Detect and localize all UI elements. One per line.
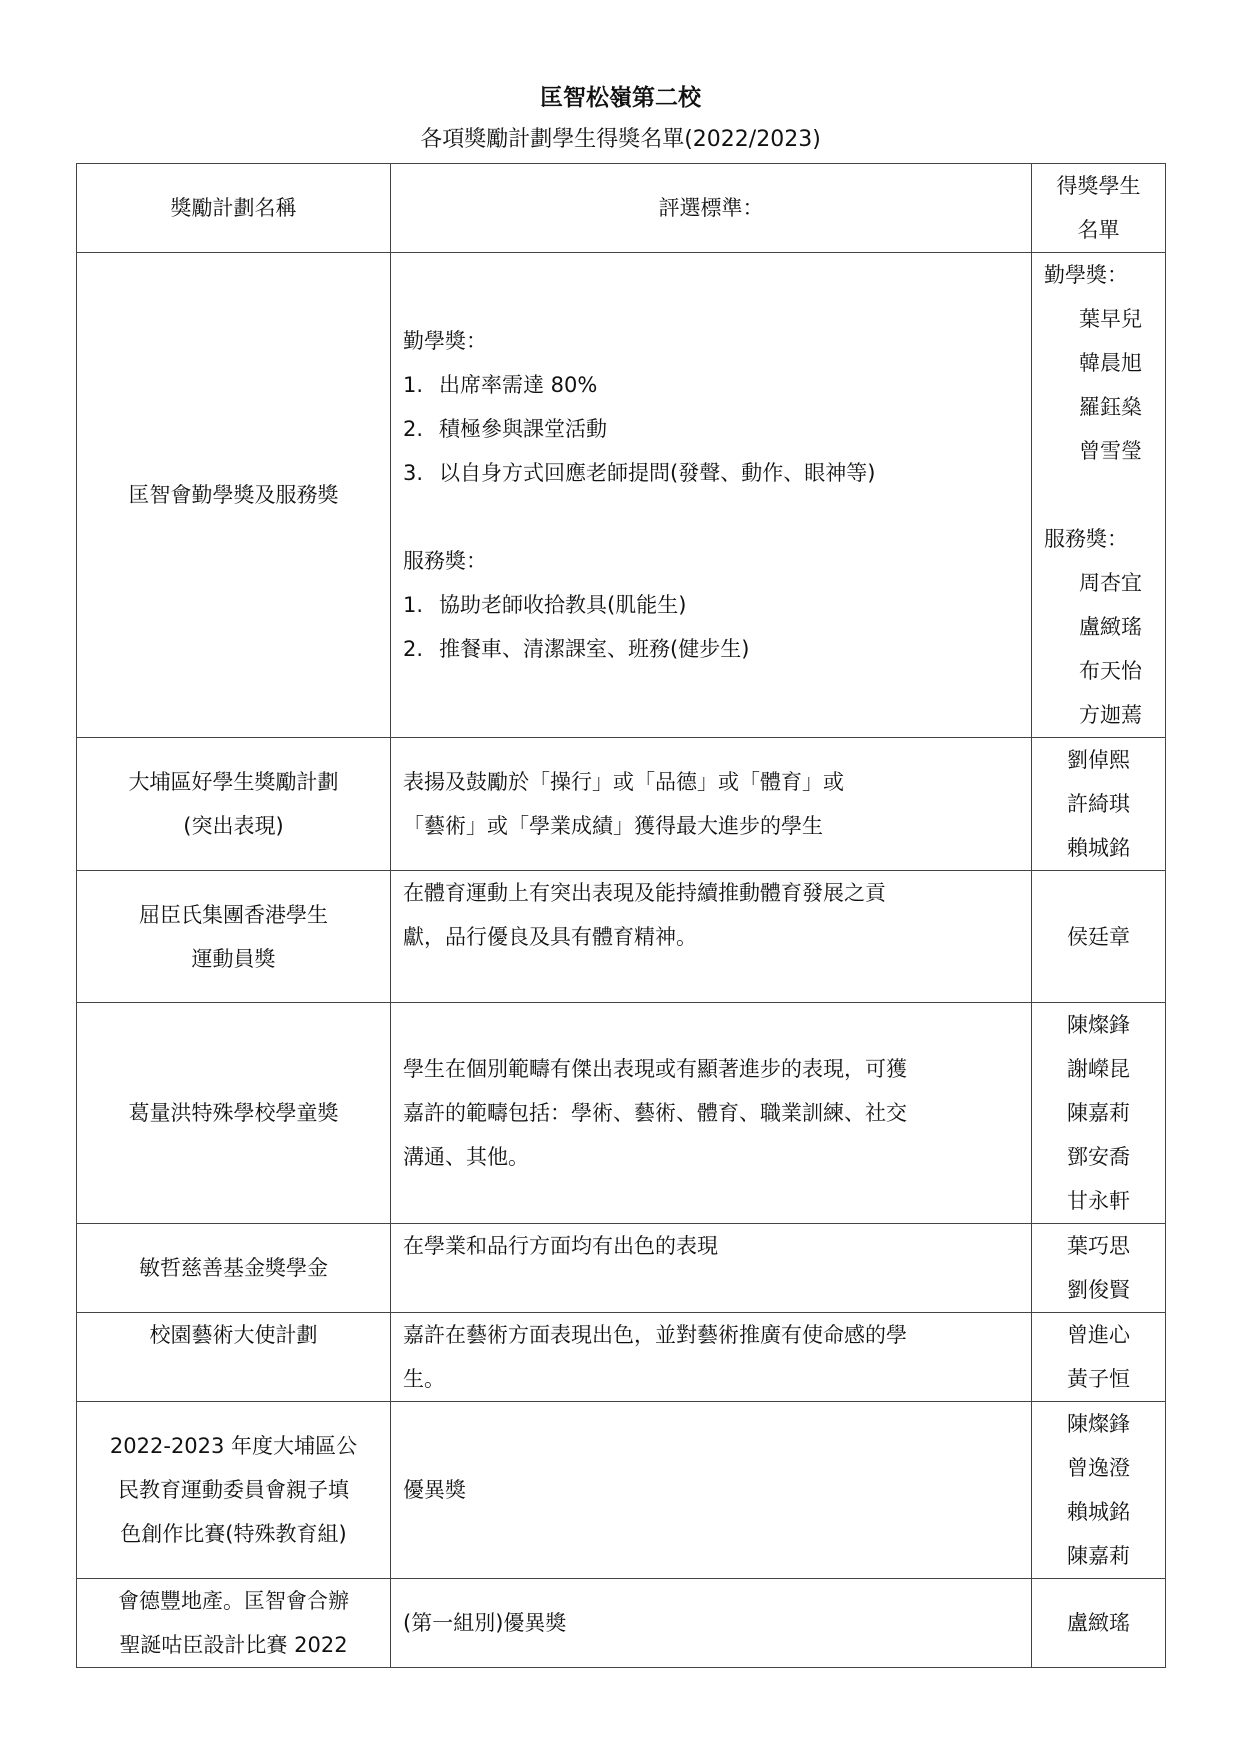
award-name-line: 校園藝術大使計劃 <box>149 1323 318 1347</box>
criteria-item <box>403 627 1019 671</box>
award-name-line: 色創作比賽(特殊教育組) <box>120 1522 347 1546</box>
student-name: 曾進心 <box>1067 1323 1130 1347</box>
award-criteria <box>391 871 1032 1003</box>
award-criteria <box>391 1402 1032 1579</box>
award-winners <box>1032 1402 1166 1579</box>
student-name: 葉巧思 <box>1067 1234 1130 1258</box>
item-text: 協助老師收拾教具(肌能生) <box>439 593 687 617</box>
award-name-line: 民教育運動委員會親子填 <box>118 1478 349 1502</box>
award-winners <box>1032 738 1166 871</box>
award-criteria <box>391 1003 1032 1224</box>
award-winners <box>1032 1579 1166 1668</box>
criteria-heading: 勤學獎： <box>403 329 487 353</box>
award-name-line: 大埔區好學生獎勵計劃 <box>128 770 339 794</box>
award-winners <box>1032 871 1166 1003</box>
award-name-line: (突出表現) <box>183 814 284 838</box>
student-name: 陳燦鋒 <box>1067 1013 1130 1037</box>
student-name: 布天怡 <box>1079 659 1142 683</box>
award-name-line: 敏哲慈善基金獎學金 <box>139 1256 328 1280</box>
award-criteria <box>391 1313 1032 1402</box>
item-number: 2. <box>403 417 424 441</box>
student-name: 陳嘉莉 <box>1067 1101 1130 1125</box>
item-number: 1. <box>403 593 424 617</box>
table-row <box>77 1402 1166 1579</box>
table-row <box>77 1003 1166 1224</box>
student-name: 陳燦鋒 <box>1067 1412 1130 1436</box>
award-criteria <box>391 738 1032 871</box>
header-winners-line1: 得獎學生 <box>1056 174 1141 198</box>
table-header-row <box>77 164 1166 253</box>
student-name: 韓晨旭 <box>1079 351 1142 375</box>
award-name <box>77 871 391 1003</box>
student-name: 劉倬熙 <box>1067 748 1130 772</box>
student-name: 賴城銘 <box>1067 836 1130 860</box>
student-name: 陳嘉莉 <box>1067 1544 1130 1568</box>
criteria-line: (第一組別)優異獎 <box>403 1611 567 1635</box>
student-name: 曾雪瑩 <box>1079 439 1142 463</box>
award-winners <box>1032 253 1166 738</box>
student-name: 曾逸澄 <box>1067 1456 1130 1480</box>
award-name: 匡智會勤學獎及服務獎 <box>77 253 391 738</box>
item-number: 2. <box>403 637 424 661</box>
criteria-item <box>403 451 1019 495</box>
winners-label: 服務獎： <box>1044 527 1128 551</box>
header-winners-line2: 名單 <box>1077 218 1120 242</box>
student-name: 謝嶸昆 <box>1067 1057 1130 1081</box>
student-name: 盧緻瑤 <box>1079 615 1142 639</box>
award-name <box>77 738 391 871</box>
criteria-line: 學生在個別範疇有傑出表現或有顯著進步的表現，可獲 <box>403 1057 907 1081</box>
award-name-line: 2022-2023 年度大埔區公 <box>109 1434 358 1458</box>
table-row <box>77 253 1166 738</box>
student-name: 周杏宜 <box>1079 571 1142 595</box>
award-winners <box>1032 1224 1166 1313</box>
student-name: 羅鈺燊 <box>1079 395 1142 419</box>
criteria-line: 嘉許在藝術方面表現出色，並對藝術推廣有使命感的學 <box>403 1323 907 1347</box>
student-name: 賴城銘 <box>1067 1500 1130 1524</box>
award-name <box>77 1402 391 1579</box>
header-award-name: 獎勵計劃名稱 <box>77 164 391 253</box>
item-text: 積極參與課堂活動 <box>439 417 607 441</box>
award-criteria <box>391 1224 1032 1313</box>
award-name-line: 屈臣氏集團香港學生 <box>139 902 328 927</box>
table-row <box>77 738 1166 871</box>
criteria-line: 獻，品行優良及具有體育精神。 <box>403 925 697 949</box>
award-name-line: 會德豐地產。匡智會合辦 <box>118 1589 349 1613</box>
table-row <box>77 871 1166 1003</box>
student-name: 盧緻瑤 <box>1067 1611 1130 1635</box>
student-name: 方迦蔫 <box>1079 703 1142 727</box>
item-number: 3. <box>403 461 424 485</box>
criteria-gap <box>403 495 1019 539</box>
award-name <box>77 1003 391 1224</box>
awards-table <box>76 163 1166 1668</box>
winners-gap <box>1044 473 1153 517</box>
document-subtitle: 各項獎勵計劃學生得獎名單(2022/2023) <box>420 127 821 152</box>
award-winners <box>1032 1003 1166 1224</box>
item-text: 推餐車、清潔課室、班務(健步生) <box>439 637 750 661</box>
award-name <box>77 1579 391 1668</box>
table-row <box>77 1224 1166 1313</box>
criteria-item <box>403 407 1019 451</box>
item-text: 以自身方式回應老師提問(發聲、動作、眼神等) <box>439 461 876 485</box>
student-name: 黃子恒 <box>1067 1367 1130 1391</box>
student-name: 劉俊賢 <box>1067 1278 1130 1302</box>
table-row <box>77 1313 1166 1402</box>
criteria-line: 生。 <box>403 1367 445 1391</box>
school-title: 匡智松嶺第二校 <box>540 85 701 111</box>
award-winners <box>1032 1313 1166 1402</box>
student-name: 甘永軒 <box>1067 1189 1130 1213</box>
criteria-item <box>403 583 1019 627</box>
award-criteria <box>391 1579 1032 1668</box>
criteria-line: 嘉許的範疇包括：學術、藝術、體育、職業訓練、社交 <box>403 1101 907 1125</box>
award-name-line: 葛量洪特殊學校學童獎 <box>128 1101 339 1125</box>
table-row <box>77 1579 1166 1668</box>
criteria-item <box>403 363 1019 407</box>
criteria-line: 在學業和品行方面均有出色的表現 <box>403 1234 718 1258</box>
award-criteria <box>391 253 1032 738</box>
student-name: 侯廷章 <box>1067 924 1130 949</box>
student-name: 許綺琪 <box>1067 792 1130 816</box>
criteria-line: 「藝術」或「學業成績」獲得最大進步的學生 <box>403 814 823 838</box>
criteria-line: 優異獎 <box>403 1478 466 1502</box>
item-number: 1. <box>403 373 424 397</box>
criteria-heading: 服務獎： <box>403 549 487 573</box>
award-name-line: 運動員獎 <box>191 946 276 971</box>
award-name <box>77 1313 391 1402</box>
header-winners <box>1032 164 1166 253</box>
criteria-line: 溝通、其他。 <box>403 1145 529 1169</box>
item-text: 出席率需達 80% <box>439 373 598 397</box>
student-name: 葉早兒 <box>1079 307 1142 331</box>
award-name-line: 聖誕咕臣設計比賽 2022 <box>119 1633 348 1657</box>
criteria-line: 表揚及鼓勵於「操行」或「品德」或「體育」或 <box>403 770 844 794</box>
student-name: 鄧安喬 <box>1067 1145 1130 1169</box>
header-criteria: 評選標準： <box>391 164 1032 253</box>
award-name <box>77 1224 391 1313</box>
criteria-line: 在體育運動上有突出表現及能持續推動體育發展之貢 <box>403 881 886 905</box>
winners-label: 勤學獎： <box>1044 263 1128 287</box>
